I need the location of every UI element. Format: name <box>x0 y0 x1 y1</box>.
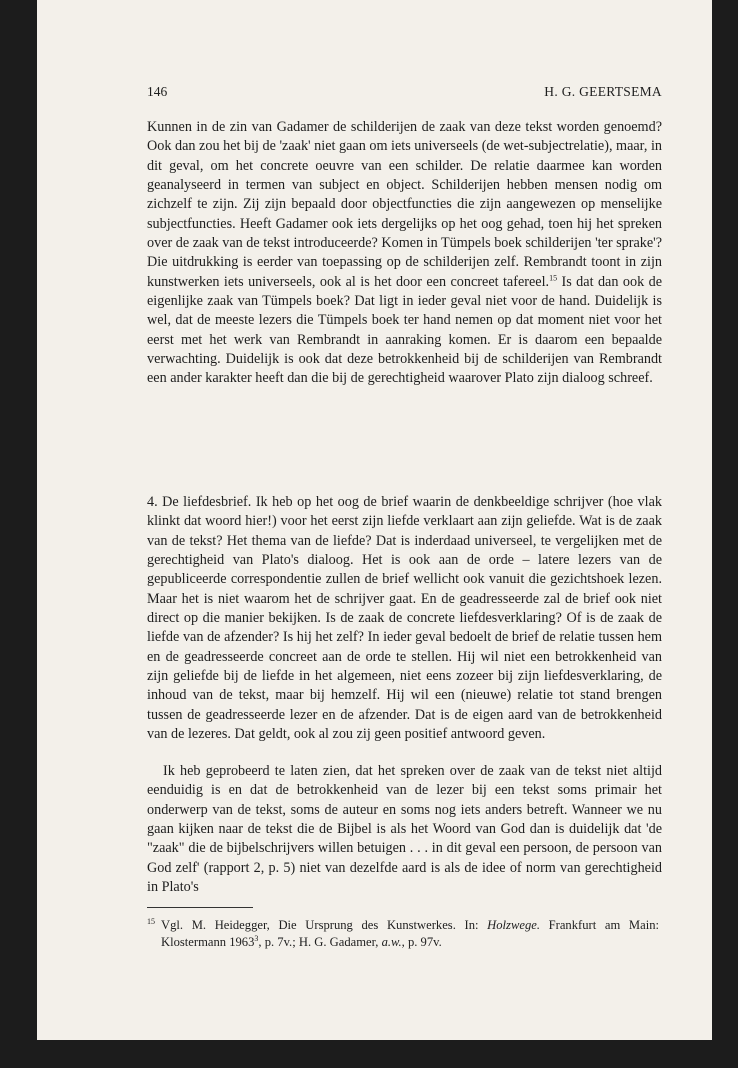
footnote-text <box>161 917 659 951</box>
text-run: , p. 7v.; H. G. Gadamer, <box>258 935 382 949</box>
paragraph-3 <box>147 762 662 897</box>
text-run: Frankfurt am Main: Klostermann 1963 <box>161 918 659 949</box>
text-run: p. 97v. <box>404 935 442 949</box>
text-run: 4. De liefdesbrief. Ik heb op het oog de brief waarin de denkbeeldige schrijver (hoe vlak klinkt dat woord hier!) voor het eerst zijn liefde verklaart aan zijn geliefde. Wat is de zaak van de tekst? Het thema van de liefde? Dat is inderdaad universeel, te vergelijken met de gerechtigheid van Plato's dialoog. Het is ook aan de orde – latere lezers van de gepubliceerde correspondentie zullen de brief wellicht ook vanuit die gezichtshoek lezen. Maar het is niet waarom het de schrijver gaat. En de geadresseerde zal de brief ook niet direct op die manier bekijken. Is de zaak de concrete liefdesverklaring? Of is de zaak de liefde van de afzender? Is hij het zelf? In ieder geval bedoelt de brief de relatie tussen hem en de geadresseerde concreet aan de orde te stellen. Hij wil niet een betrokkenheid van zijn geliefde bij de liefde in het algemeen, niet eens zozeer bij zijn liefdesverklaring, de inhoud van de tekst, maar bij hemzelf. Hij wil een (nieuwe) relatie tot stand brengen tussen de geadresseerde lezer en de afzender. Dat is de eigen aard van de betrokkenheid van de lezeres. Dat geldt, ook al zou zij geen positief antwoord geven. <box>147 494 662 743</box>
text-run: Ik heb geprobeerd te laten zien, dat het spreken over de zaak van de tekst niet altijd eenduidig is en dat de betrokkenheid van de lezer bij een tekst soms primair het onderwerp van de tekst, soms de auteur en soms nog iets anders betreft. Wanneer we nu gaan kijken naar de tekst die de Bijbel is als het Woord van God dan is duidelijk dat 'de "zaak" die de bijbelschrijvers willen betuigen . . . in dit geval een persoon, de persoon van God zelf' (rapport 2, p. 5) niet van dezelfde aard is als de idee of norm van gerechtigheid in Plato's <box>147 763 662 896</box>
text-run: Vgl. M. Heidegger, Die Ursprung des Kunstwerkes. In: <box>161 918 488 932</box>
running-title: H. G. GEERTSEMA <box>544 84 662 99</box>
text-run: Kunnen in de zin van Gadamer de schilderijen de zaak van deze tekst worden genoemd? Ook dan zou het bij de 'zaak' niet gaan om iets universeels (de wet-subjectrelatie), maar, in dit geval, om het concrete oeuvre van een schilder. De relatie daarmee kan worden geanalyseerd in termen van subject en object. Schilderijen hebben mensen nodig om zichzelf te zijn. Zij zijn bepaald door objectfuncties die zijn aangewezen op menselijke subjectfuncties. Heeft Gadamer ook iets dergelijks op het oog gehad, toen hij het spreken over de zaak van de tekst introduceerde? Komen in Tümpels boek schilderijen 'ter sprake'? Die uitdrukking is eerder van toepassing op de schilderijen zelf. Rembrandt toont in zijn kunstwerken iets universeels, ook al is het door een concreet tafereel. <box>147 119 663 290</box>
footnote-reference: 15 <box>549 273 558 283</box>
running-header <box>147 84 662 104</box>
footnote-divider <box>147 907 253 908</box>
footnote: 15 Vgl. M. Heidegger, Die Ursprung des Kunstwerkes. In: Holzwege. Frankfurt am Main: Klostermann 1963$^3$, p. 7v.; H. G. Gadamer, a.w., p. 97v. <box>147 916 659 949</box>
book-page <box>37 0 712 1040</box>
italic-text: Holzwege. <box>487 918 540 932</box>
footnote-reference: 3 <box>254 933 259 943</box>
italic-text: a.w., <box>381 935 405 949</box>
text-run: Is dat dan ook de eigenlijke zaak van Tümpels boek? Dat ligt in ieder geval niet voor de hand. Duidelijk is wel, dat de meeste lezers die Tümpels boek ter hand nemen op dat moment niet voor het eerst met het werk van Rembrandt in aanraking komen. Er is daarom een bepaalde verwachting. Duidelijk is ook dat deze betrokkenheid bij de schilderijen van Rembrandt een ander karakter heeft dan die bij de gerechtigheid waarover Plato zijn dialoog schreef. <box>147 273 662 387</box>
page-number: 146 <box>147 84 168 99</box>
paragraph-1 <box>147 118 662 389</box>
paragraph-2 <box>147 493 662 744</box>
